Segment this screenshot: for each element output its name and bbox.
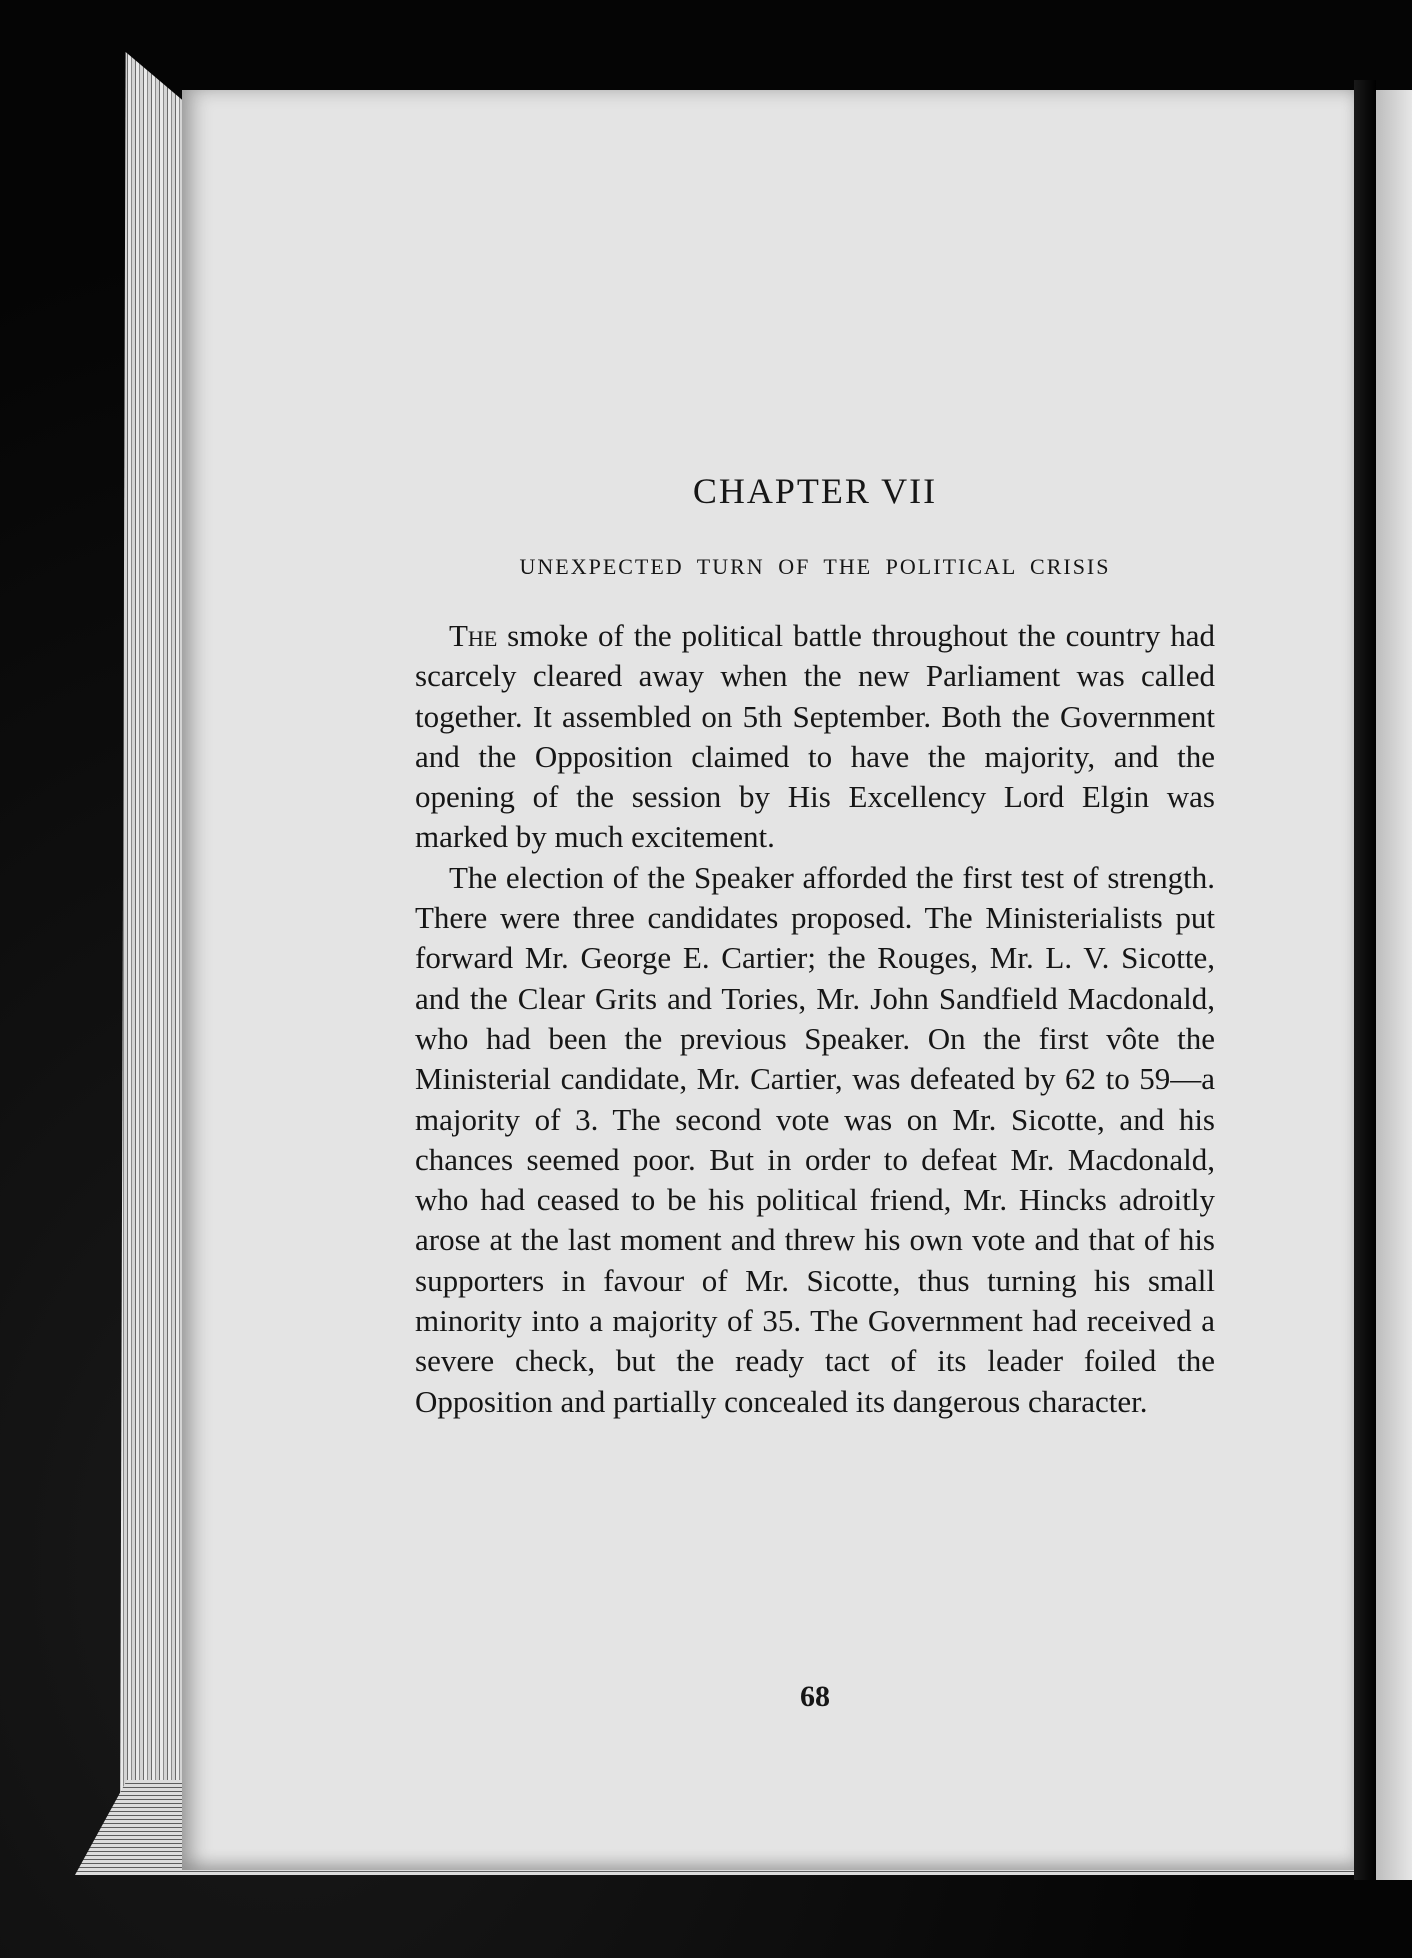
book-binding — [1354, 80, 1376, 1880]
chapter-title: CHAPTER VII — [692, 471, 938, 511]
page-stack-edge — [120, 52, 190, 1867]
page-number: 68 — [800, 1680, 830, 1713]
paragraph-2-text: The election of the Speaker afforded the first test of strength. There were three candidates proposed. The Ministerialists put forward Mr. George E. Cartier; the Rouges, Mr. L. V. Sicotte, and the Clear Grits and Tories, Mr. John Sandfield Macdonald, who had been the previous Speaker. On the first vôte the Ministerial candidate, Mr. Cartier, was defeated by 62 to 59—a majority of 3. The second vote was on Mr. Sicotte, and his chances seemed poor. But in order to defeat Mr. Macdonald, who had ceased to be his political friend, Mr. Hincks adroitly arose at the last moment and threw his own vote and that of his supporters in favour of Mr. Sicotte, thus turning his small minority into a majority of 35. The Government had received a severe check, but the ready tact of its leader foiled the Opposition and partially concealed its dangerous character. — [415, 859, 1215, 1419]
facing-page-sliver — [1376, 90, 1412, 1880]
page-text-block — [415, 470, 1215, 1713]
paragraph-1 — [415, 616, 1215, 858]
paragraph-1-text: smoke of the political battle throughout the country had scarcely cleared away when the new Parliament was called together. It assembled on 5th September. Both the Government and the Opposition claimed to have the majority, and the opening of the session by His Excellency Lord Elgin was marked by much excitement. — [415, 618, 1215, 855]
chapter-subtitle: UNEXPECTED TURN OF THE POLITICAL CRISIS — [519, 554, 1111, 579]
paragraph-2 — [415, 858, 1215, 1422]
paragraph-lead-smallcaps: The — [449, 618, 498, 653]
